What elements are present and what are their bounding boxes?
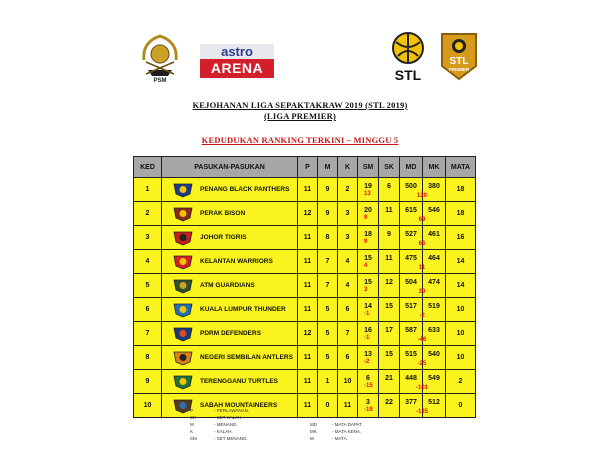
team-cell [162, 226, 298, 250]
team-name: PDRM DEFENDERS [200, 330, 262, 337]
played-cell: 11 [298, 274, 318, 298]
sets-lost-cell [379, 322, 400, 346]
points-for-cell [400, 274, 426, 298]
sets-lost-cell [379, 178, 400, 202]
team-name: SABAH MOUNTAINEERS [200, 402, 278, 409]
points-for-cell [400, 346, 427, 370]
point-diff-value: -101 [415, 385, 428, 391]
sets-won-cell [358, 250, 379, 274]
point-diff-value: 66 [418, 241, 426, 247]
points-against-value: 512 [428, 398, 440, 406]
sets-lost-cell [379, 274, 400, 298]
mata-cell: 10 [446, 298, 476, 322]
sets-won-value: 19 [364, 183, 372, 190]
header-ked: KED [134, 157, 162, 178]
lost-cell: 3 [338, 202, 358, 226]
legend-desc: - MENANG. [214, 422, 238, 427]
point-diff-value: 69 [418, 217, 426, 223]
team-cell [162, 298, 298, 322]
points-for-value: 377 [405, 398, 417, 406]
team-cell [162, 322, 298, 346]
sets-lost-cell [379, 394, 400, 418]
points-against-value: 464 [428, 254, 440, 262]
lost-cell: 3 [338, 226, 358, 250]
point-diff-value: -25 [417, 361, 427, 367]
won-cell: 7 [318, 250, 338, 274]
team-name: JOHOR TIGRIS [200, 234, 247, 241]
legend-key-2 [310, 407, 332, 414]
ranking-heading: KEDUDUKAN RANKING TERKINI – MINGGU 5 [201, 135, 399, 145]
points-for-value: 517 [405, 302, 417, 310]
table-row [134, 346, 476, 370]
legend-desc-2: - MATA KENA. [332, 429, 362, 434]
legend-key-2: MD [310, 422, 317, 427]
team-name: KELANTAN WARRIORS [200, 258, 273, 265]
point-diff-value: 30 [418, 289, 426, 295]
sets-lost-value: 15 [385, 302, 393, 310]
team-logo-icon [172, 326, 194, 342]
points-for-cell [400, 322, 427, 346]
legend-row [190, 435, 363, 442]
rank-cell: 5 [134, 274, 162, 298]
team-logo-icon [172, 278, 194, 294]
team-logo-icon [172, 302, 194, 318]
legend [190, 407, 363, 442]
team-logo-icon [172, 182, 194, 198]
stl-premier-logo-sub: PREMIER [448, 67, 470, 72]
header-sm: SM [358, 157, 379, 178]
team-logo-icon [172, 206, 194, 222]
team-cell [162, 370, 298, 394]
set-diff-value: 4 [364, 263, 368, 269]
set-diff-value: 9 [364, 239, 368, 245]
legend-desc: - KALAH. [214, 429, 233, 434]
stl-premier-logo-text: STL [449, 56, 469, 67]
points-for-value: 587 [405, 326, 417, 334]
standings-table [133, 156, 476, 418]
points-for-value: 515 [405, 350, 417, 358]
table-row [134, 250, 476, 274]
points-against-value: 546 [428, 206, 440, 214]
legend-row [190, 414, 363, 421]
team-name: ATM GUARDIANS [200, 282, 255, 289]
sets-lost-value: 11 [385, 206, 393, 214]
sets-won-value: 14 [364, 303, 372, 310]
played-cell: 11 [298, 346, 318, 370]
table-row [134, 274, 476, 298]
team-logo-icon [172, 254, 194, 270]
lost-cell: 7 [338, 322, 358, 346]
played-cell: 12 [298, 322, 318, 346]
points-for-cell [400, 226, 426, 250]
won-cell: 5 [318, 322, 338, 346]
sets-won-value: 6 [366, 375, 370, 382]
won-cell: 7 [318, 274, 338, 298]
astro-logo-bottom: ARENA [200, 59, 274, 78]
sets-lost-value: 12 [385, 278, 393, 286]
mata-cell: 14 [446, 274, 476, 298]
point-diff-value: 11 [418, 265, 426, 271]
legend-key-2: MK [310, 429, 317, 434]
won-cell: 8 [318, 226, 338, 250]
legend-desc: - SET KALAH. [214, 415, 243, 420]
header-k: K [338, 157, 358, 178]
team-logo-icon [172, 230, 194, 246]
set-diff-value: -1 [364, 311, 370, 317]
table-header-row [134, 157, 476, 178]
team-cell [162, 346, 298, 370]
header-p: P [298, 157, 318, 178]
sets-won-cell [358, 346, 379, 370]
played-cell: 11 [298, 370, 318, 394]
psm-logo-text: PSM [153, 78, 167, 84]
points-for-value: 500 [405, 182, 417, 190]
header-mata: MATA [446, 157, 476, 178]
points-for-value: 448 [405, 374, 417, 382]
team-cell [162, 178, 298, 202]
won-cell: 9 [318, 202, 338, 226]
header-m: M [318, 157, 338, 178]
lost-cell: 10 [338, 370, 358, 394]
points-for-cell [400, 298, 423, 322]
rank-cell: 2 [134, 202, 162, 226]
mata-cell: 2 [446, 370, 476, 394]
legend-key: SM [190, 436, 197, 441]
played-cell: 11 [298, 250, 318, 274]
sets-won-value: 16 [364, 327, 372, 334]
points-against-value: 549 [428, 374, 440, 382]
sets-lost-cell [379, 250, 400, 274]
points-against-value: 540 [428, 350, 440, 358]
points-against-value: 519 [428, 302, 440, 310]
set-diff-value: -15 [364, 383, 373, 389]
set-diff-value: 9 [364, 215, 368, 221]
legend-desc-2: - MATA DAPAT. [332, 422, 363, 427]
header-sk: SK [379, 157, 400, 178]
sets-lost-cell [379, 370, 400, 394]
table-row [134, 322, 476, 346]
sets-won-cell [358, 178, 379, 202]
lost-cell: 2 [338, 178, 358, 202]
mata-cell: 16 [446, 226, 476, 250]
points-for-value: 527 [405, 230, 417, 238]
legend-row [190, 421, 363, 428]
psm-logo [138, 30, 182, 84]
sets-lost-value: 6 [387, 182, 391, 190]
points-for-cell [400, 178, 427, 202]
sets-lost-cell [379, 298, 400, 322]
won-cell: 0 [318, 394, 338, 418]
set-diff-value: -2 [364, 359, 370, 365]
championship-title: KEJOHANAN LIGA SEPAKTAKRAW 2019 (STL 2019) [192, 100, 408, 110]
legend-key: M [190, 422, 194, 427]
points-against-value: 380 [428, 182, 440, 190]
team-name: PERAK BISON [200, 210, 246, 217]
team-name: KUALA LUMPUR THUNDER [200, 306, 286, 313]
legend-desc-2: - MATA. [332, 436, 348, 441]
point-diff-value: -135 [415, 409, 428, 415]
table-row [134, 298, 476, 322]
lost-cell: 11 [338, 394, 358, 418]
rank-cell: 1 [134, 178, 162, 202]
won-cell: 9 [318, 178, 338, 202]
team-cell [162, 274, 298, 298]
sets-lost-value: 22 [385, 398, 393, 406]
played-cell: 11 [298, 178, 318, 202]
points-against-value: 633 [428, 326, 440, 334]
sets-won-cell [358, 322, 379, 346]
league-subtitle: (LIGA PREMIER) [264, 111, 336, 121]
point-diff-value: -2 [419, 313, 425, 319]
stl-logo [384, 28, 432, 86]
sets-lost-cell [379, 202, 400, 226]
legend-key-2 [310, 414, 332, 421]
played-cell: 11 [298, 226, 318, 250]
table-row [134, 370, 476, 394]
lost-cell: 4 [338, 250, 358, 274]
set-diff-value: 3 [364, 287, 368, 293]
played-cell: 11 [298, 394, 318, 418]
sets-won-cell [358, 370, 379, 394]
team-cell [162, 250, 298, 274]
won-cell: 5 [318, 298, 338, 322]
rank-cell: 9 [134, 370, 162, 394]
table-row [134, 226, 476, 250]
team-name: TERENGGANU TURTLES [200, 378, 278, 385]
points-for-value: 475 [405, 254, 417, 262]
header-md: MD [400, 157, 423, 178]
points-for-value: 615 [405, 206, 417, 214]
sets-won-value: 20 [364, 207, 372, 214]
mata-cell: 10 [446, 346, 476, 370]
won-cell: 5 [318, 346, 338, 370]
team-name: PENANG BLACK PANTHERS [200, 186, 290, 193]
sets-won-value: 15 [364, 279, 372, 286]
sets-won-cell [358, 274, 379, 298]
mata-cell: 10 [446, 322, 476, 346]
sets-lost-value: 15 [385, 350, 393, 358]
stl-logo-text: STL [394, 67, 422, 83]
points-against-value: 461 [428, 230, 440, 238]
mata-cell: 14 [446, 250, 476, 274]
lost-cell: 4 [338, 274, 358, 298]
team-logo-icon [172, 374, 194, 390]
team-logo-icon [172, 350, 194, 366]
point-diff-value: -46 [417, 337, 427, 343]
played-cell: 12 [298, 202, 318, 226]
header-team: PASUKAN-PASUKAN [162, 157, 298, 178]
legend-key: P [190, 408, 194, 413]
points-for-value: 504 [405, 278, 417, 286]
point-diff-value: 120 [416, 193, 427, 199]
sets-won-value: 15 [364, 255, 372, 262]
set-diff-value: 13 [364, 191, 371, 197]
legend-key: K [190, 429, 194, 434]
table-row [134, 178, 476, 202]
team-name: NEGERI SEMBILAN ANTLERS [200, 354, 293, 361]
sets-lost-value: 21 [385, 374, 393, 382]
sets-lost-value: 17 [385, 326, 393, 334]
points-for-cell [400, 250, 426, 274]
legend-row [190, 407, 363, 414]
legend-key-2: M [310, 436, 314, 441]
legend-desc: - SET MENANG. [214, 436, 248, 441]
legend-key: SK [190, 415, 197, 420]
astro-arena-logo [200, 44, 274, 78]
set-diff-value: -1 [364, 335, 370, 341]
points-for-cell [400, 394, 428, 418]
rank-cell: 7 [134, 322, 162, 346]
team-cell [162, 202, 298, 226]
lost-cell: 6 [338, 298, 358, 322]
points-against-value: 474 [428, 278, 440, 286]
lost-cell: 6 [338, 346, 358, 370]
rank-cell: 10 [134, 394, 162, 418]
legend-desc: - PERLAWANAN. [214, 408, 250, 413]
rank-cell: 4 [134, 250, 162, 274]
legend-row [190, 428, 363, 435]
points-for-cell [400, 202, 426, 226]
sets-won-value: 13 [364, 351, 372, 358]
mata-cell: 18 [446, 178, 476, 202]
sets-lost-cell [379, 346, 400, 370]
header-mk: MK [423, 157, 446, 178]
mata-cell: 18 [446, 202, 476, 226]
sets-won-value: 3 [366, 399, 370, 406]
sets-won-cell [358, 226, 379, 250]
won-cell: 1 [318, 370, 338, 394]
rank-cell: 6 [134, 298, 162, 322]
sets-won-cell [358, 202, 379, 226]
sets-lost-value: 9 [387, 230, 391, 238]
points-for-cell [400, 370, 428, 394]
sets-won-value: 18 [364, 231, 372, 238]
astro-logo-top: astro [200, 44, 274, 59]
sets-lost-value: 11 [385, 254, 393, 262]
rank-cell: 8 [134, 346, 162, 370]
table-row [134, 202, 476, 226]
sets-won-cell [358, 298, 379, 322]
rank-cell: 3 [134, 226, 162, 250]
sets-lost-cell [379, 226, 400, 250]
stl-premier-logo [438, 30, 480, 82]
set-diff-value: -19 [364, 407, 373, 413]
played-cell: 11 [298, 298, 318, 322]
mata-cell: 0 [446, 394, 476, 418]
